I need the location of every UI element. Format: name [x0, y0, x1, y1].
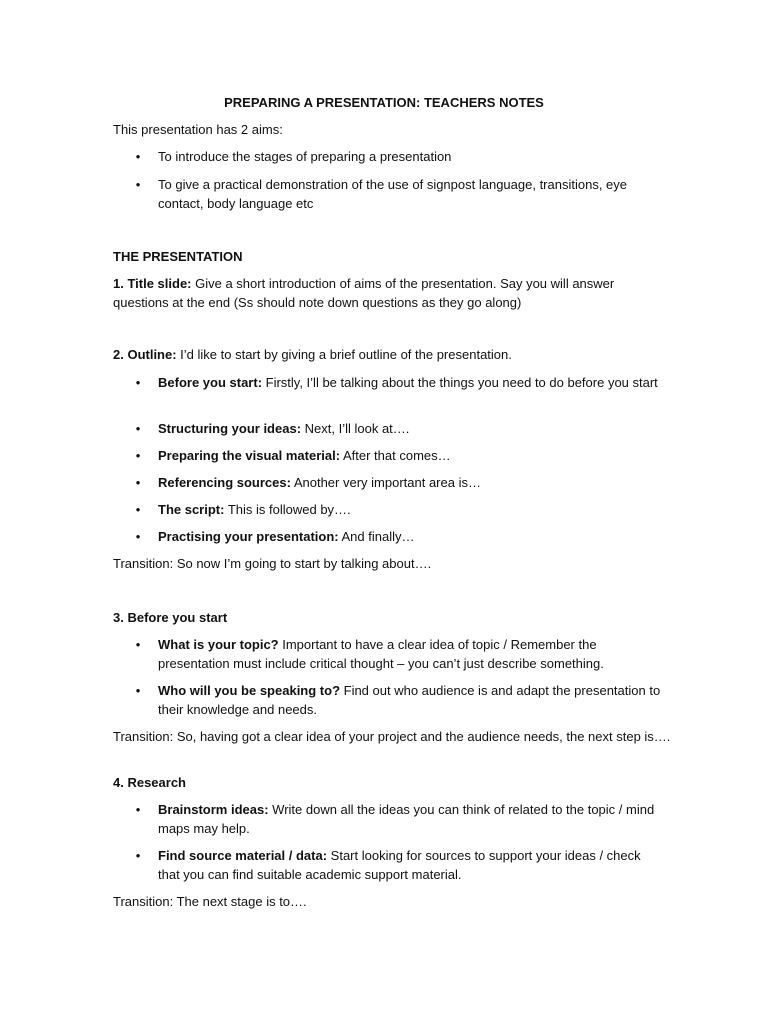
bullet-icon: • [135, 848, 141, 863]
list-item [113, 473, 673, 492]
item-label: Practising your presentation: [158, 529, 339, 544]
transition-text: Transition: So, having got a clear idea of your project and the audience needs, the next step is…. [113, 729, 671, 744]
list-item [113, 527, 673, 546]
section-heading-presentation: THE PRESENTATION [113, 249, 243, 264]
item-label: Who will you be speaking to? [158, 683, 341, 698]
list-item [113, 800, 673, 838]
bullet-icon: • [135, 421, 141, 436]
outline-paragraph [113, 345, 673, 364]
item-text: And finally… [338, 529, 415, 544]
aim-text: To give a practical demonstration of the use of signpost language, transitions, eye contact, body language etc [158, 177, 628, 211]
item-label: What is your topic? [158, 637, 279, 652]
list-item [113, 446, 673, 465]
section-text: I’d like to start by giving a brief outline of the presentation. [176, 347, 512, 362]
item-label: Structuring your ideas: [158, 421, 302, 436]
item-label: Before you start: [158, 375, 263, 390]
item-text: Important to have a clear idea of topic / Remember the presentation must include critical thought – you can’t just describe something. [158, 637, 604, 671]
bullet-icon: • [135, 637, 141, 652]
item-label: The script: [158, 502, 225, 517]
bullet-icon: • [135, 683, 141, 698]
item-text: Find out who audience is and adapt the presentation to their knowledge and needs. [158, 683, 661, 717]
document-title: PREPARING A PRESENTATION: TEACHERS NOTES [224, 95, 544, 110]
aim-text: To introduce the stages of preparing a presentation [158, 149, 452, 164]
bullet-icon: • [135, 502, 141, 517]
item-text: After that comes… [340, 448, 451, 463]
item-text: This is followed by…. [224, 502, 351, 517]
section-heading-before-you-start: 3. Before you start [113, 610, 228, 625]
bullet-icon: • [135, 475, 141, 490]
section-label: 1. Title slide: [113, 276, 192, 291]
item-text: Firstly, I’ll be talking about the things you need to do before you start [262, 375, 658, 390]
item-label: Find source material / data: [158, 848, 328, 863]
item-text: Write down all the ideas you can think of related to the topic / mind maps may help. [158, 802, 655, 836]
transition-text: Transition: So now I’m going to start by talking about…. [113, 556, 432, 571]
bullet-icon: • [135, 448, 141, 463]
intro-text: This presentation has 2 aims: [113, 122, 283, 137]
item-label: Preparing the visual material: [158, 448, 341, 463]
bullet-icon: • [135, 149, 141, 164]
list-item [113, 681, 673, 719]
section-heading-research: 4. Research [113, 775, 186, 790]
section-text: Give a short introduction of aims of the presentation. Say you will answer questions at the end (Ss should note down questions as they go along) [113, 276, 615, 310]
bullet-icon: • [135, 529, 141, 544]
list-item [113, 500, 673, 519]
bullet-icon: • [135, 177, 141, 192]
list-item [113, 373, 673, 392]
item-label: Brainstorm ideas: [158, 802, 269, 817]
list-item [113, 147, 673, 166]
item-text: Start looking for sources to support your ideas / check that you can find suitable academic support material. [158, 848, 641, 882]
list-item [113, 419, 673, 438]
list-item [113, 175, 673, 213]
item-text: Another very important area is… [290, 475, 481, 490]
bullet-icon: • [135, 375, 141, 390]
item-text: Next, I’ll look at…. [301, 421, 410, 436]
section-label: 2. Outline: [113, 347, 177, 362]
list-item [113, 635, 673, 673]
title-slide-paragraph [113, 274, 673, 312]
transition-text: Transition: The next stage is to…. [113, 894, 307, 909]
bullet-icon: • [135, 802, 141, 817]
item-label: Referencing sources: [158, 475, 291, 490]
list-item [113, 846, 673, 884]
